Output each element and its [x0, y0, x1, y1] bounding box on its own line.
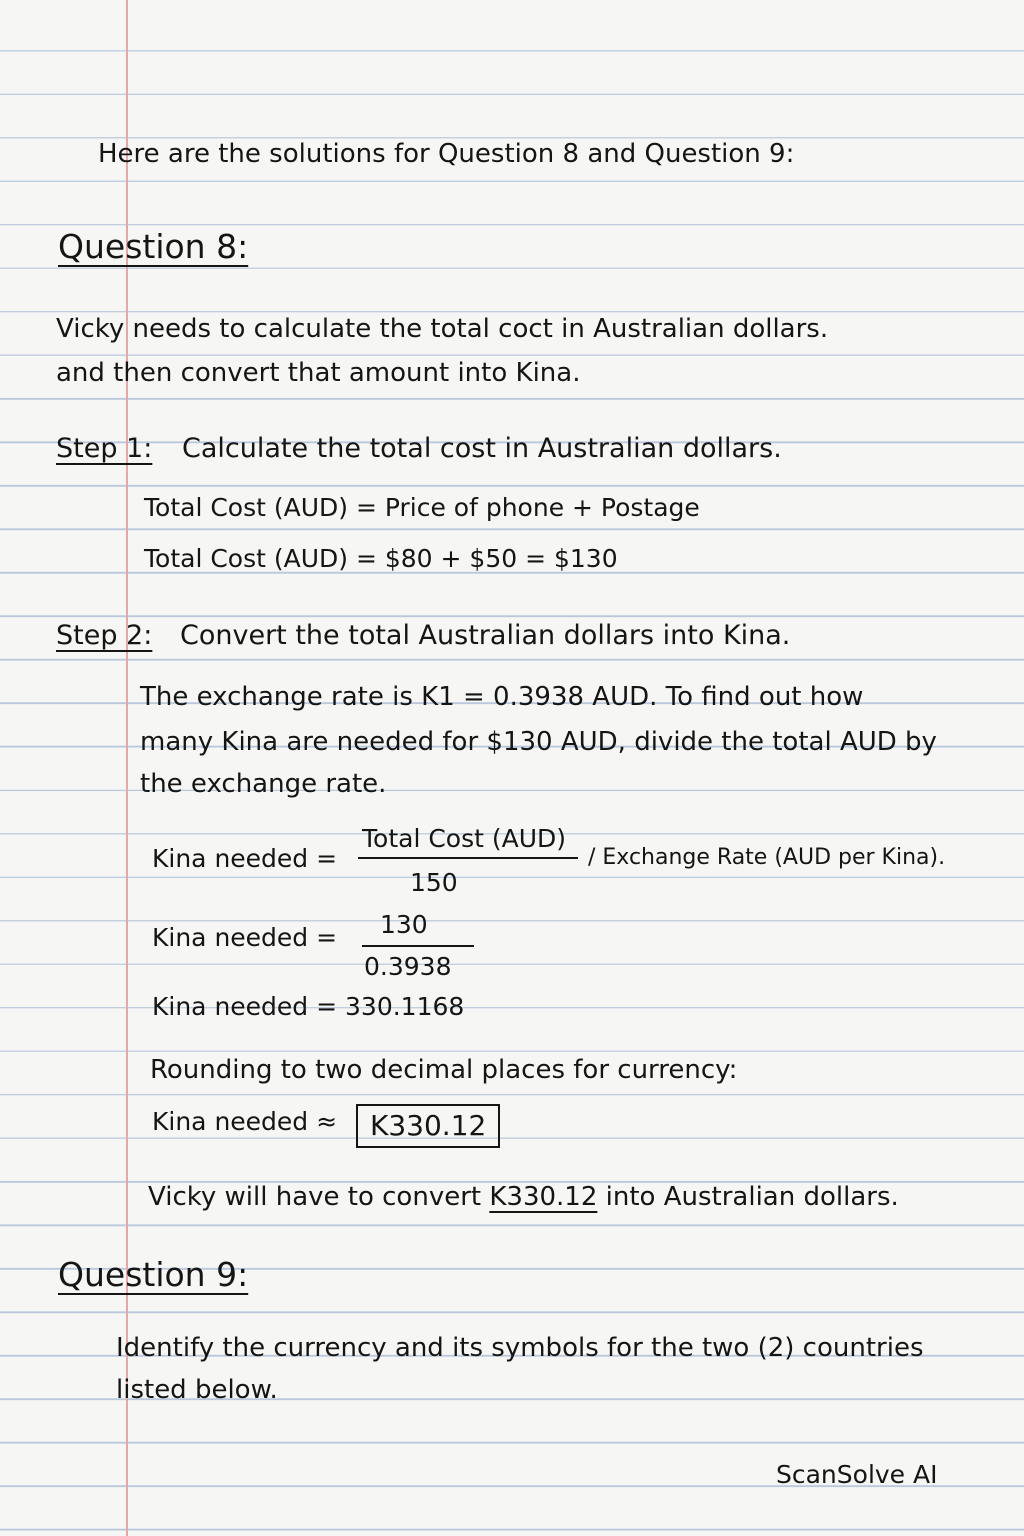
question-9-heading: Question 9: — [58, 1255, 249, 1294]
step-2-paragraph-line1: The exchange rate is K1 = 0.3938 AUD. To find out how — [140, 682, 864, 712]
step-1-formula: Total Cost (AUD) = Price of phone + Postage — [144, 493, 700, 522]
step-2-text: Convert the total Australian dollars into Kina. — [180, 620, 791, 651]
equation-3: Kina needed = 330.1168 — [152, 992, 465, 1021]
equation-1-left: Kina needed = — [152, 844, 338, 873]
conclusion-prefix: Vicky will have to convert — [148, 1182, 482, 1212]
equation-2-numerator: 130 — [380, 910, 428, 939]
equation-2-denominator: 0.3938 — [364, 952, 452, 981]
equation-1-fraction-bar — [358, 857, 578, 859]
step-2-label: Step 2: — [56, 620, 153, 651]
q8-description-line1: Vicky needs to calculate the total coct in Australian dollars. — [56, 314, 829, 344]
intro-text: Here are the solutions for Question 8 and Question 9: — [98, 139, 795, 169]
step-1-label: Step 1: — [56, 433, 153, 464]
step-1-calculation: Total Cost (AUD) = $80 + $50 = $130 — [144, 544, 618, 573]
conclusion-text — [148, 1184, 899, 1210]
q9-line1: Identify the currency and its symbols for the two (2) countries — [116, 1333, 924, 1363]
equation-1-denominator: 150 — [410, 868, 458, 897]
equation-2-left: Kina needed = — [152, 923, 338, 952]
equation-1-right: / Exchange Rate (AUD per Kina). — [588, 845, 946, 870]
equation-1-numerator: Total Cost (AUD) — [362, 824, 567, 853]
step-2-paragraph-line2: many Kina are needed for $130 AUD, divide the total AUD by — [140, 727, 937, 757]
q9-line2: listed below. — [116, 1375, 278, 1405]
question-8-heading: Question 8: — [58, 227, 249, 266]
equation-2-fraction-bar — [362, 945, 474, 947]
conclusion-suffix: into Australian dollars. — [605, 1182, 899, 1212]
approx-left: Kina needed ≈ — [152, 1107, 338, 1136]
step-1-text: Calculate the total cost in Australian dollars. — [182, 433, 782, 464]
step-2-paragraph-line3: the exchange rate. — [140, 769, 387, 799]
answer-box: K330.12 — [356, 1104, 500, 1148]
rounding-text: Rounding to two decimal places for currency: — [150, 1055, 738, 1085]
q8-description-line2: and then convert that amount into Kina. — [56, 358, 581, 388]
footer-brand: ScanSolve AI — [776, 1460, 938, 1489]
conclusion-value: K330.12 — [489, 1182, 598, 1212]
